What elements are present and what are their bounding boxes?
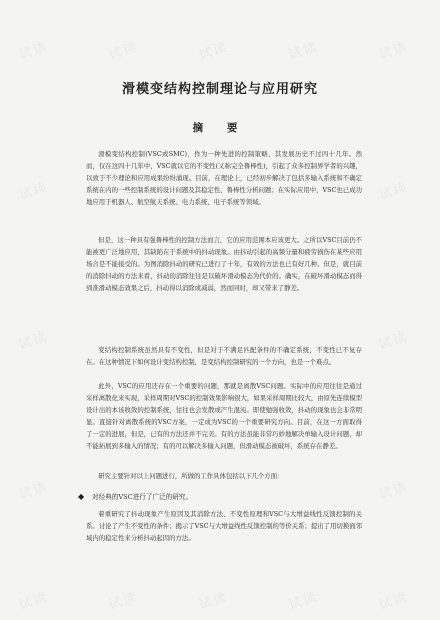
watermark: 试读 — [287, 39, 321, 64]
abstract-paragraph: 着重研究了抖动现象产生原因及其消除方法、不变性原理和VSC与大增益线性反馈控制的关系。讨论了产生不变性的条件；揭示了VSC与大增益线性反馈控制的等价关系；提出了用切换面邻域内的稳定性来分析抖动起因的方法。 — [86, 510, 362, 542]
watermark: 试读 — [107, 39, 141, 64]
bullet-list-item — [78, 491, 378, 503]
abstract-paragraph: 滑模变结构控制(VSC或SMC)，作为一种先进的控制策略，其发展历史不过四十几年。然而，仅在这四十几年中，VSC就以它的不变性(又称完全鲁棒性)，引起了众多控制界学者的兴趣，以致于不少理论和应用成果纷纷涌现。目前，在理论上，已经初步解决了包括多输入系统和不确定系统在内的一些控制系统的设计问题及其稳定性、鲁棒性分析问题；在实际应用中，VSC也已成功地应用于机器人、航空航天系统、电力系统、电子系统等领域。 — [86, 150, 362, 206]
watermark: 试读 — [107, 589, 141, 614]
watermark: 试读 — [17, 479, 51, 504]
watermark: 试读 — [377, 179, 411, 204]
abstract-heading: 摘 要 — [192, 122, 248, 134]
watermark: 试读 — [377, 589, 411, 614]
watermark: 试读 — [17, 589, 51, 614]
abstract-paragraph: 但是，这一种具有强鲁棒性的控制方法而言，它的应用范围本应该更大。之所以VSC目前仍不能被更广泛地应用，其缺陷在于系统中的抖动现象。由抖动引起的高频分量和疲劳损伤在某些应用场合是不能接受的。为图消除抖动的研究已进行了十年，有效的方法也已有好几种。但是，就目前的消除抖动的方法来看，抖动的消除往往是以破坏滑动模态为代价的。确实，在破坏滑动模态而得到准滑动模态效果之后，抖动得以消除或减弱，然而同时，却又带来了静差。 — [86, 236, 362, 292]
bullet-item-text: 对经典的VSC进行了广泛的研究。 — [92, 493, 193, 501]
abstract-paragraph: 研究主要针对以上问题进行，所做的工作具体包括以下几个方面： — [98, 472, 284, 480]
watermark: 试读 — [17, 329, 51, 354]
abstract-paragraph: 变结构控制系统虽然具有不变性，但是对于不满足匹配条件的不确定系统，不变性已不复存在。在这种情况下如何设计变结构控制，是变结构控制研究的一个方向，也是一个难点。 — [86, 346, 362, 366]
abstract-paragraph: 此外，VSC的应用还存在一个重要的问题，那就是离散VSC问题。实际中的应用往往是通过采样离散化来实现，采样周期对VSC的控制效果影响很大，如果采样周期比较大，由原先连续模型设计出的本该收敛的控制系统，往往也会发散或产生混沌。即使勉强收敛，抖动的现象也会非常明显。直接针对离散系统的VSC方案，一定成为VSC的一个重要研究方向。目前，在这一方面取得了一定的进展，但是，已有的方法还并不完美。有的方法虽能非常巧妙地解决单输入设计问题，却不能拓展到多输入的情况；有的可以解决多输入问题，但滑动模态被破坏，系统存在静差。 — [86, 382, 362, 450]
watermark: 试读 — [377, 479, 411, 504]
watermark: 试读 — [377, 329, 411, 354]
watermark: 试读 — [17, 179, 51, 204]
watermark: 试读 — [17, 39, 51, 64]
watermark: 试读 — [377, 39, 411, 64]
watermark: 试读 — [287, 589, 321, 614]
diamond-bullet-icon: ◆ — [78, 492, 85, 501]
watermark: 试读 — [197, 39, 231, 64]
watermark: 试读 — [197, 589, 231, 614]
paper-title: 滑模变结构控制理论与应用研究 — [121, 82, 318, 97]
